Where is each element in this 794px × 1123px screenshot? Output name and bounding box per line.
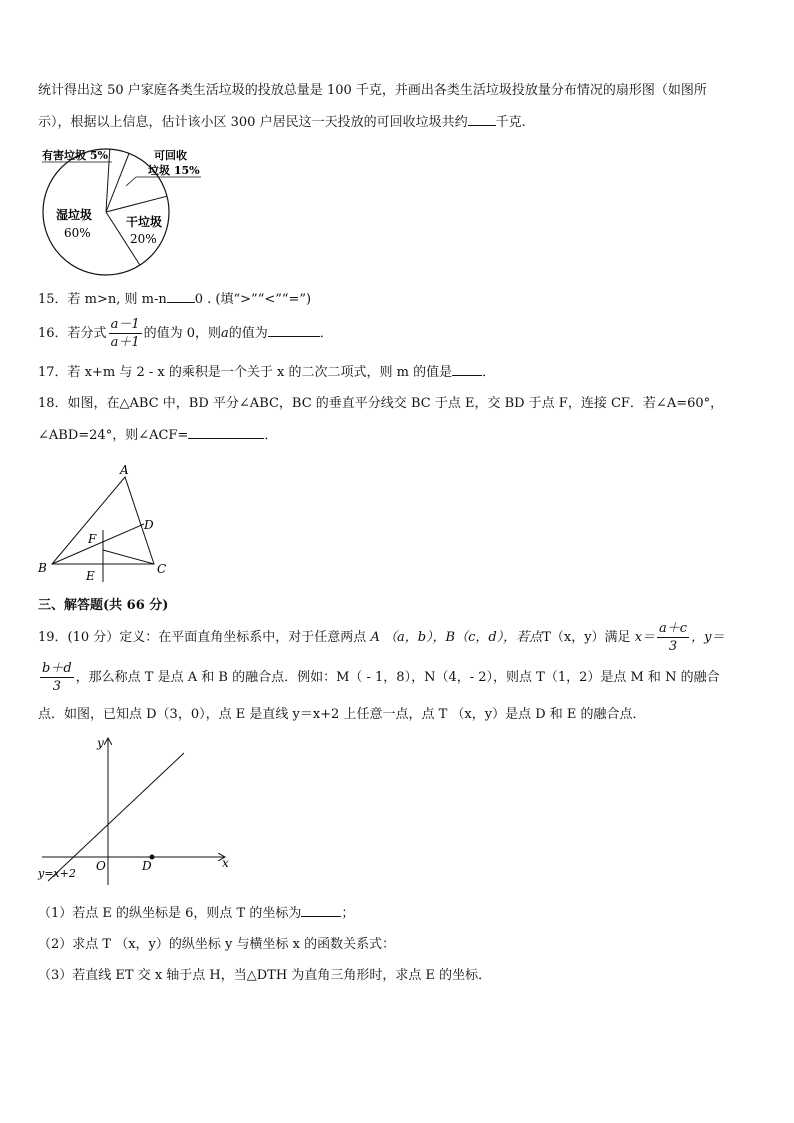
line-y-equals-x-plus-2 xyxy=(48,753,184,881)
fraction-x: $\frac{a+c}{3}$ xyxy=(659,621,688,654)
pie-label-harmful: 有害垃圾 5% xyxy=(42,149,108,162)
question-19-line-2: $\frac{b+d}{3}$ ，那么称点 T 是点 A 和 B 的融合点．例如：M（ - 1，8），N（4，- 2），则点 T（1，2）是点 M 和 N 的融合 xyxy=(42,661,720,694)
point-d-label: D xyxy=(142,859,152,873)
pie-slice-boundary-干垃圾 xyxy=(106,196,167,212)
label-e: E xyxy=(86,569,95,583)
question-15: 15．若 m>n, 则 m-n 0 . (填“>”“<”“=”) xyxy=(38,292,312,307)
question-18-line-1: 18．如图，在△ABC 中，BD 平分∠ABC，BC 的垂直平分线交 BC 于点 E，交 BD 于点 F，连接 CF．若∠A=60°， xyxy=(38,396,724,411)
pie-label-dry-2: 20% xyxy=(130,232,157,246)
label-d: D xyxy=(144,518,154,532)
coordinate-graph xyxy=(34,733,234,891)
question-19-part-2: （2）求点 T （x，y）的纵坐标 y 与横坐标 x 的函数关系式： xyxy=(38,937,396,952)
pie-label-recyclable-1: 可回收 xyxy=(154,149,187,162)
fraction-y: $\frac{b+d}{3}$ xyxy=(42,661,72,694)
question-19-line-3: 点．如图，已知点 D（3，0），点 E 是直线 y＝x+2 上任意一点，点 T （x，y）是点 D 和 E 的融合点． xyxy=(38,707,646,722)
label-a: A xyxy=(120,463,129,477)
pie-label-recyclable-2: 垃圾 15% xyxy=(148,164,200,177)
recyclable-pointer xyxy=(126,177,136,186)
intro-line-2: 示），根据以上信息，估计该小区 300 户居民这一天投放的可回收垃圾共约 千克. xyxy=(38,115,526,130)
question-17: 17．若 x+m 与 2 - x 的乘积是一个关于 x 的二次二项式，则 m 的值是 ． xyxy=(38,365,496,380)
fraction: $\frac{a-1}{a+1}$ xyxy=(110,317,140,350)
x-axis-label: x xyxy=(222,856,229,870)
line-label: y=x+2 xyxy=(38,867,76,880)
answer-blank[interactable] xyxy=(452,375,482,376)
label-c: C xyxy=(157,562,167,576)
triangle-figure xyxy=(34,460,174,585)
segment-cf xyxy=(103,550,154,564)
intro-line-1: 统计得出这 50 户家庭各类生活垃圾的投放总量是 100 千克，并画出各类生活垃圾投放量分布情况的扇形图（如图所 xyxy=(38,83,707,98)
pie-label-dry-1: 干垃圾 xyxy=(126,215,163,229)
pie-chart xyxy=(36,142,216,278)
question-19-line-1: 19．(10 分）定义：在平面直角坐标系中，对于任意两点 A （a，b），B（c，d），若点T（x，y）满足 x＝ $\frac{a+c}{3}$ ，y＝ xyxy=(38,621,725,654)
question-19-part-1: （1）若点 E 的纵坐标是 6，则点 T 的坐标为 ； xyxy=(38,906,355,921)
segment-bd xyxy=(52,524,144,564)
question-18-line-2: ∠ABD=24°，则∠ACF= ． xyxy=(38,428,278,443)
answer-blank[interactable] xyxy=(188,438,264,439)
answer-blank[interactable] xyxy=(167,302,195,303)
question-19-part-3: （3）若直线 ET 交 x 轴于点 H，当△DTH 为直角三角形时，求点 E 的坐标． xyxy=(38,968,492,983)
label-b: B xyxy=(38,561,47,575)
origin-label: O xyxy=(96,859,106,873)
answer-blank[interactable] xyxy=(268,336,320,337)
question-16: 16．若分式 $\frac{a-1}{a+1}$ 的值为 0，则a的值为 ． xyxy=(38,317,333,350)
y-axis-label: y xyxy=(97,736,104,750)
answer-blank[interactable] xyxy=(468,125,496,126)
pie-label-wet-1: 湿垃圾 xyxy=(56,208,93,222)
section-3-title: 三、解答题(共 66 分) xyxy=(38,598,169,613)
pie-label-wet-2: 60% xyxy=(64,226,91,240)
answer-blank[interactable] xyxy=(301,916,341,917)
label-f: F xyxy=(88,532,97,546)
